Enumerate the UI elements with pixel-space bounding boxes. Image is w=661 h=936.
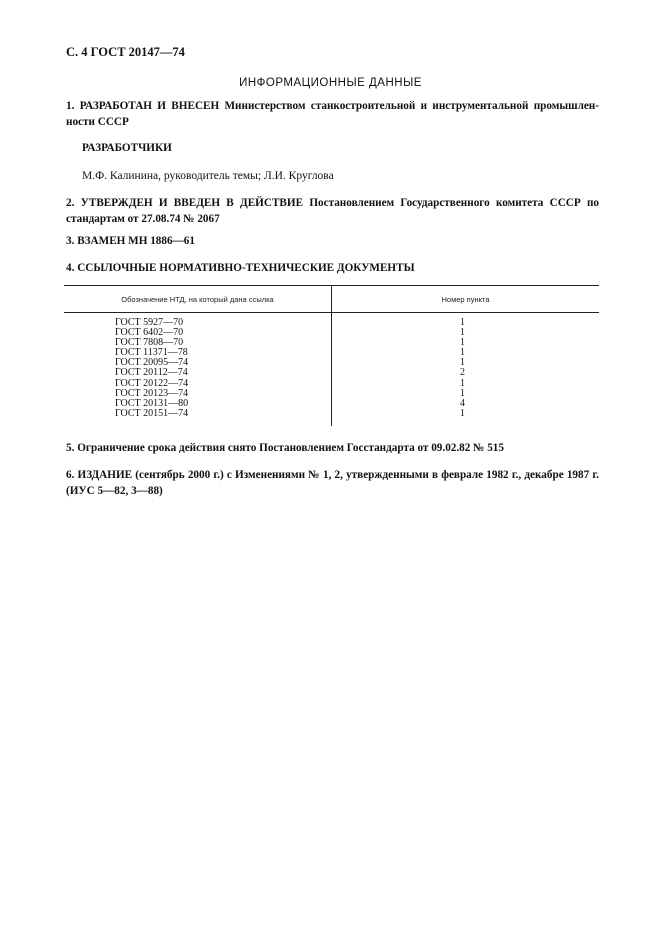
section-4: 4. ССЫЛОЧНЫЕ НОРМАТИВНО-ТЕХНИЧЕСКИЕ ДОКУМЕНТЫ (66, 262, 415, 274)
developers-heading: РАЗРАБОТЧИКИ (82, 142, 172, 154)
section-6-label: 6. ИЗДАНИЕ (66, 469, 133, 481)
section-6 (66, 467, 599, 499)
section-1-label: 1. РАЗРАБОТАН И ВНЕСЕН (66, 100, 220, 112)
table-cell-doc: ГОСТ 6402—70 (115, 327, 184, 339)
table-row (64, 409, 599, 419)
table-cell-item: 1 (460, 327, 465, 339)
table-cell-doc: ГОСТ 20131—80 (115, 397, 189, 409)
table-cell-item: 1 (460, 407, 465, 419)
page-header: С. 4 ГОСТ 20147—74 (66, 45, 185, 59)
section-3: 3. ВЗАМЕН МН 1886—61 (66, 235, 195, 247)
developers-names: М.Ф. Калинина, руководитель темы; Л.И. Круглова (82, 170, 334, 182)
table-cell-item: 2 (460, 367, 465, 379)
reference-table (64, 285, 599, 419)
section-1-text: Министерством станкостроительной и инструментальной промышлен-ности СССР (66, 100, 599, 128)
table-body (64, 313, 599, 419)
table-cell-doc: ГОСТ 20112—74 (115, 367, 188, 379)
table-cell-item: 1 (460, 377, 465, 389)
table-cell-item: 1 (460, 387, 465, 399)
table-cell-doc: ГОСТ 20151—74 (115, 407, 189, 419)
table-header (64, 285, 599, 313)
table-cell-item: 1 (460, 317, 465, 328)
table-cell-doc: ГОСТ 5927—70 (115, 317, 184, 328)
table-cell-doc: ГОСТ 20123—74 (115, 387, 189, 399)
table-cell-doc: ГОСТ 11371—78 (115, 347, 188, 359)
section-1 (66, 98, 599, 130)
table-cell-doc: ГОСТ 7808—70 (115, 337, 184, 349)
section-2-label: 2. УТВЕРЖДЕН И ВВЕДЕН В ДЕЙСТВИЕ (66, 197, 304, 209)
table-header-item: Номер пункта (441, 294, 490, 304)
table-cell-item: 1 (460, 347, 465, 359)
table-cell-item: 1 (460, 337, 465, 349)
table-cell-item: 4 (460, 397, 465, 409)
table-header-doc: Обозначение НТД, на который дана ссылка (64, 286, 332, 312)
section-6-text: (сентябрь 2000 г.) с Изменениями № 1, 2, утвержденными в феврале 1982 г., декабре 1987 г. (ИУС 5—82, 3—88) (66, 469, 599, 497)
section-2 (66, 195, 599, 227)
section-2-text: Постановлением Государственного комитета СССР по стандартам от 27.08.74 № 2067 (66, 197, 599, 225)
table-cell-doc: ГОСТ 20095—74 (115, 357, 189, 369)
page-title: ИНФОРМАЦИОННЫЕ ДАННЫЕ (239, 77, 422, 89)
section-5: 5. Ограничение срока действия снято Постановлением Госстандарта от 09.02.82 № 515 (66, 442, 504, 454)
table-cell-item: 1 (460, 357, 465, 369)
table-cell-doc: ГОСТ 20122—74 (115, 377, 189, 389)
